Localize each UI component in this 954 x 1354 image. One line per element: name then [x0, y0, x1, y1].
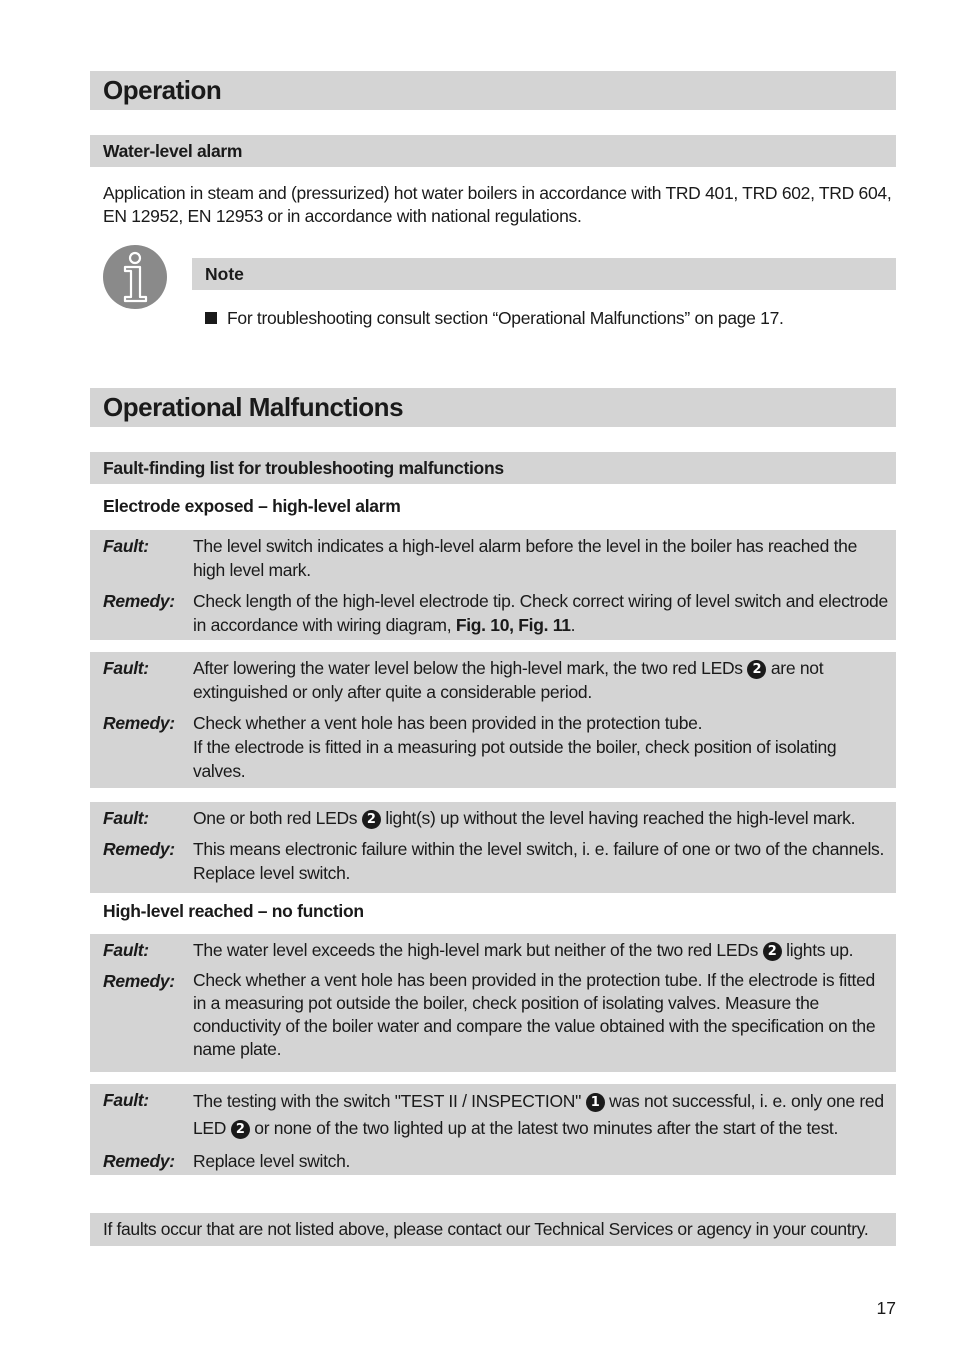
fault-text-part: The water level exceeds the high-level mark but neither of the two red LEDs [193, 940, 763, 960]
remedy-label: Remedy: [103, 1151, 175, 1171]
fault-text-part: One or both red LEDs [193, 808, 362, 828]
application-paragraph [90, 182, 896, 228]
remedy-row [103, 589, 888, 637]
fault-label: Fault: [103, 536, 149, 556]
fault-text-part: was not successful, i. e. only one red LED [193, 1091, 884, 1138]
fault-row [103, 938, 888, 962]
remedy-label: Remedy: [103, 971, 175, 991]
note-heading [192, 258, 896, 290]
remedy-text-end: . [570, 615, 576, 635]
remedy-label: Remedy: [103, 713, 175, 733]
fault-text [193, 938, 888, 962]
fault-label: Fault: [103, 808, 149, 828]
high-level-reached-heading: High-level reached – no function [103, 901, 364, 921]
note-item-text: For troubleshooting consult section “Operational Malfunctions” on page 17. [227, 308, 784, 328]
application-line-1: Application in steam and (pressurized) hot water boilers in accordance with TRD 401, TRD 602, TRD 604, [103, 183, 892, 203]
fault-text [193, 1088, 888, 1142]
page-number: 17 [876, 1298, 896, 1318]
operational-malfunctions-heading [90, 388, 896, 427]
led-number-badge: 2 [231, 1120, 250, 1139]
remedy-line: Check whether a vent hole has been provided in the protection tube. [193, 713, 703, 733]
fault-row [103, 534, 888, 582]
fault-row [103, 656, 888, 704]
remedy-text [193, 711, 888, 783]
fault-label: Fault: [103, 658, 149, 678]
switch-number-badge: 1 [586, 1093, 605, 1112]
operation-heading [90, 71, 896, 110]
fault-block-5 [90, 1084, 896, 1175]
fault-text: The level switch indicates a high-level alarm before the level in the boiler has reached the high level mark. [193, 536, 858, 580]
remedy-row [103, 969, 888, 1061]
fault-row [103, 806, 888, 830]
info-icon [103, 245, 167, 309]
electrode-exposed-heading: Electrode exposed – high-level alarm [103, 496, 401, 516]
remedy-text: Replace level switch. [193, 1151, 351, 1171]
fault-text-part: lights up. [781, 940, 854, 960]
info-icon-graphic [103, 245, 167, 309]
remedy-row [103, 711, 888, 783]
fault-block-4 [90, 934, 896, 1072]
fault-text-part: The testing with the switch "TEST II / INSPECTION" [193, 1091, 586, 1111]
remedy-text: Check whether a vent hole has been provided in the protection tube. If the electrode is fitted in a measuring pot outside the boiler, check position of isolating valves. Measure the conductivity of the boiler water and compare the value obtained with the specification on the name plate. [193, 970, 876, 1059]
fault-text-part: or none of the two lighted up at the latest two minutes after the start of the test. [249, 1118, 839, 1138]
fault-label: Fault: [103, 940, 149, 960]
fault-text-part: light(s) up without the level having reached the high-level mark. [380, 808, 856, 828]
fault-text [193, 656, 888, 704]
fault-block-3 [90, 802, 896, 893]
remedy-text [193, 589, 888, 637]
remedy-label: Remedy: [103, 591, 175, 611]
contact-footer-text: If faults occur that are not listed above, please contact our Technical Services or agency in your country. [103, 1219, 869, 1239]
square-bullet-icon [205, 312, 217, 324]
led-number-badge: 2 [747, 660, 766, 679]
remedy-row [103, 1149, 888, 1173]
fault-text [193, 806, 888, 830]
led-number-badge: 2 [362, 810, 381, 829]
remedy-row [103, 837, 888, 885]
fault-text-part: are not extinguished or only after quite a considerable period. [193, 658, 824, 702]
figure-reference: Fig. 10, Fig. 11 [455, 615, 571, 635]
operational-malfunctions-text: Operational Malfunctions [103, 392, 404, 422]
fault-finding-heading [90, 452, 896, 484]
note-heading-text: Note [205, 263, 244, 284]
led-number-badge: 2 [763, 942, 782, 961]
remedy-label: Remedy: [103, 839, 175, 859]
fault-finding-text: Fault-finding list for troubleshooting malfunctions [103, 457, 504, 478]
fault-label: Fault: [103, 1090, 149, 1110]
remedy-line: If the electrode is fitted in a measuring pot outside the boiler, check position of isolating valves. [193, 737, 837, 781]
contact-footer [90, 1213, 896, 1246]
fault-text-part: After lowering the water level below the high-level mark, the two red LEDs [193, 658, 748, 678]
fault-block-2 [90, 652, 896, 788]
fault-block-1 [90, 530, 896, 640]
note-item [205, 306, 784, 330]
application-line-2: EN 12952, EN 12953 or in accordance with national regulations. [103, 206, 582, 226]
water-level-alarm-heading [90, 135, 896, 167]
remedy-text: This means electronic failure within the level switch, i. e. failure of one or two of the channels. Replace level switch. [193, 839, 885, 883]
operation-heading-text: Operation [103, 75, 222, 105]
remedy-text-part: Check length of the high-level electrode tip. Check correct wiring of level switch and electrode in accordance with wiring diagram, [193, 591, 888, 635]
water-level-alarm-text: Water-level alarm [103, 140, 243, 161]
fault-row [103, 1088, 888, 1142]
